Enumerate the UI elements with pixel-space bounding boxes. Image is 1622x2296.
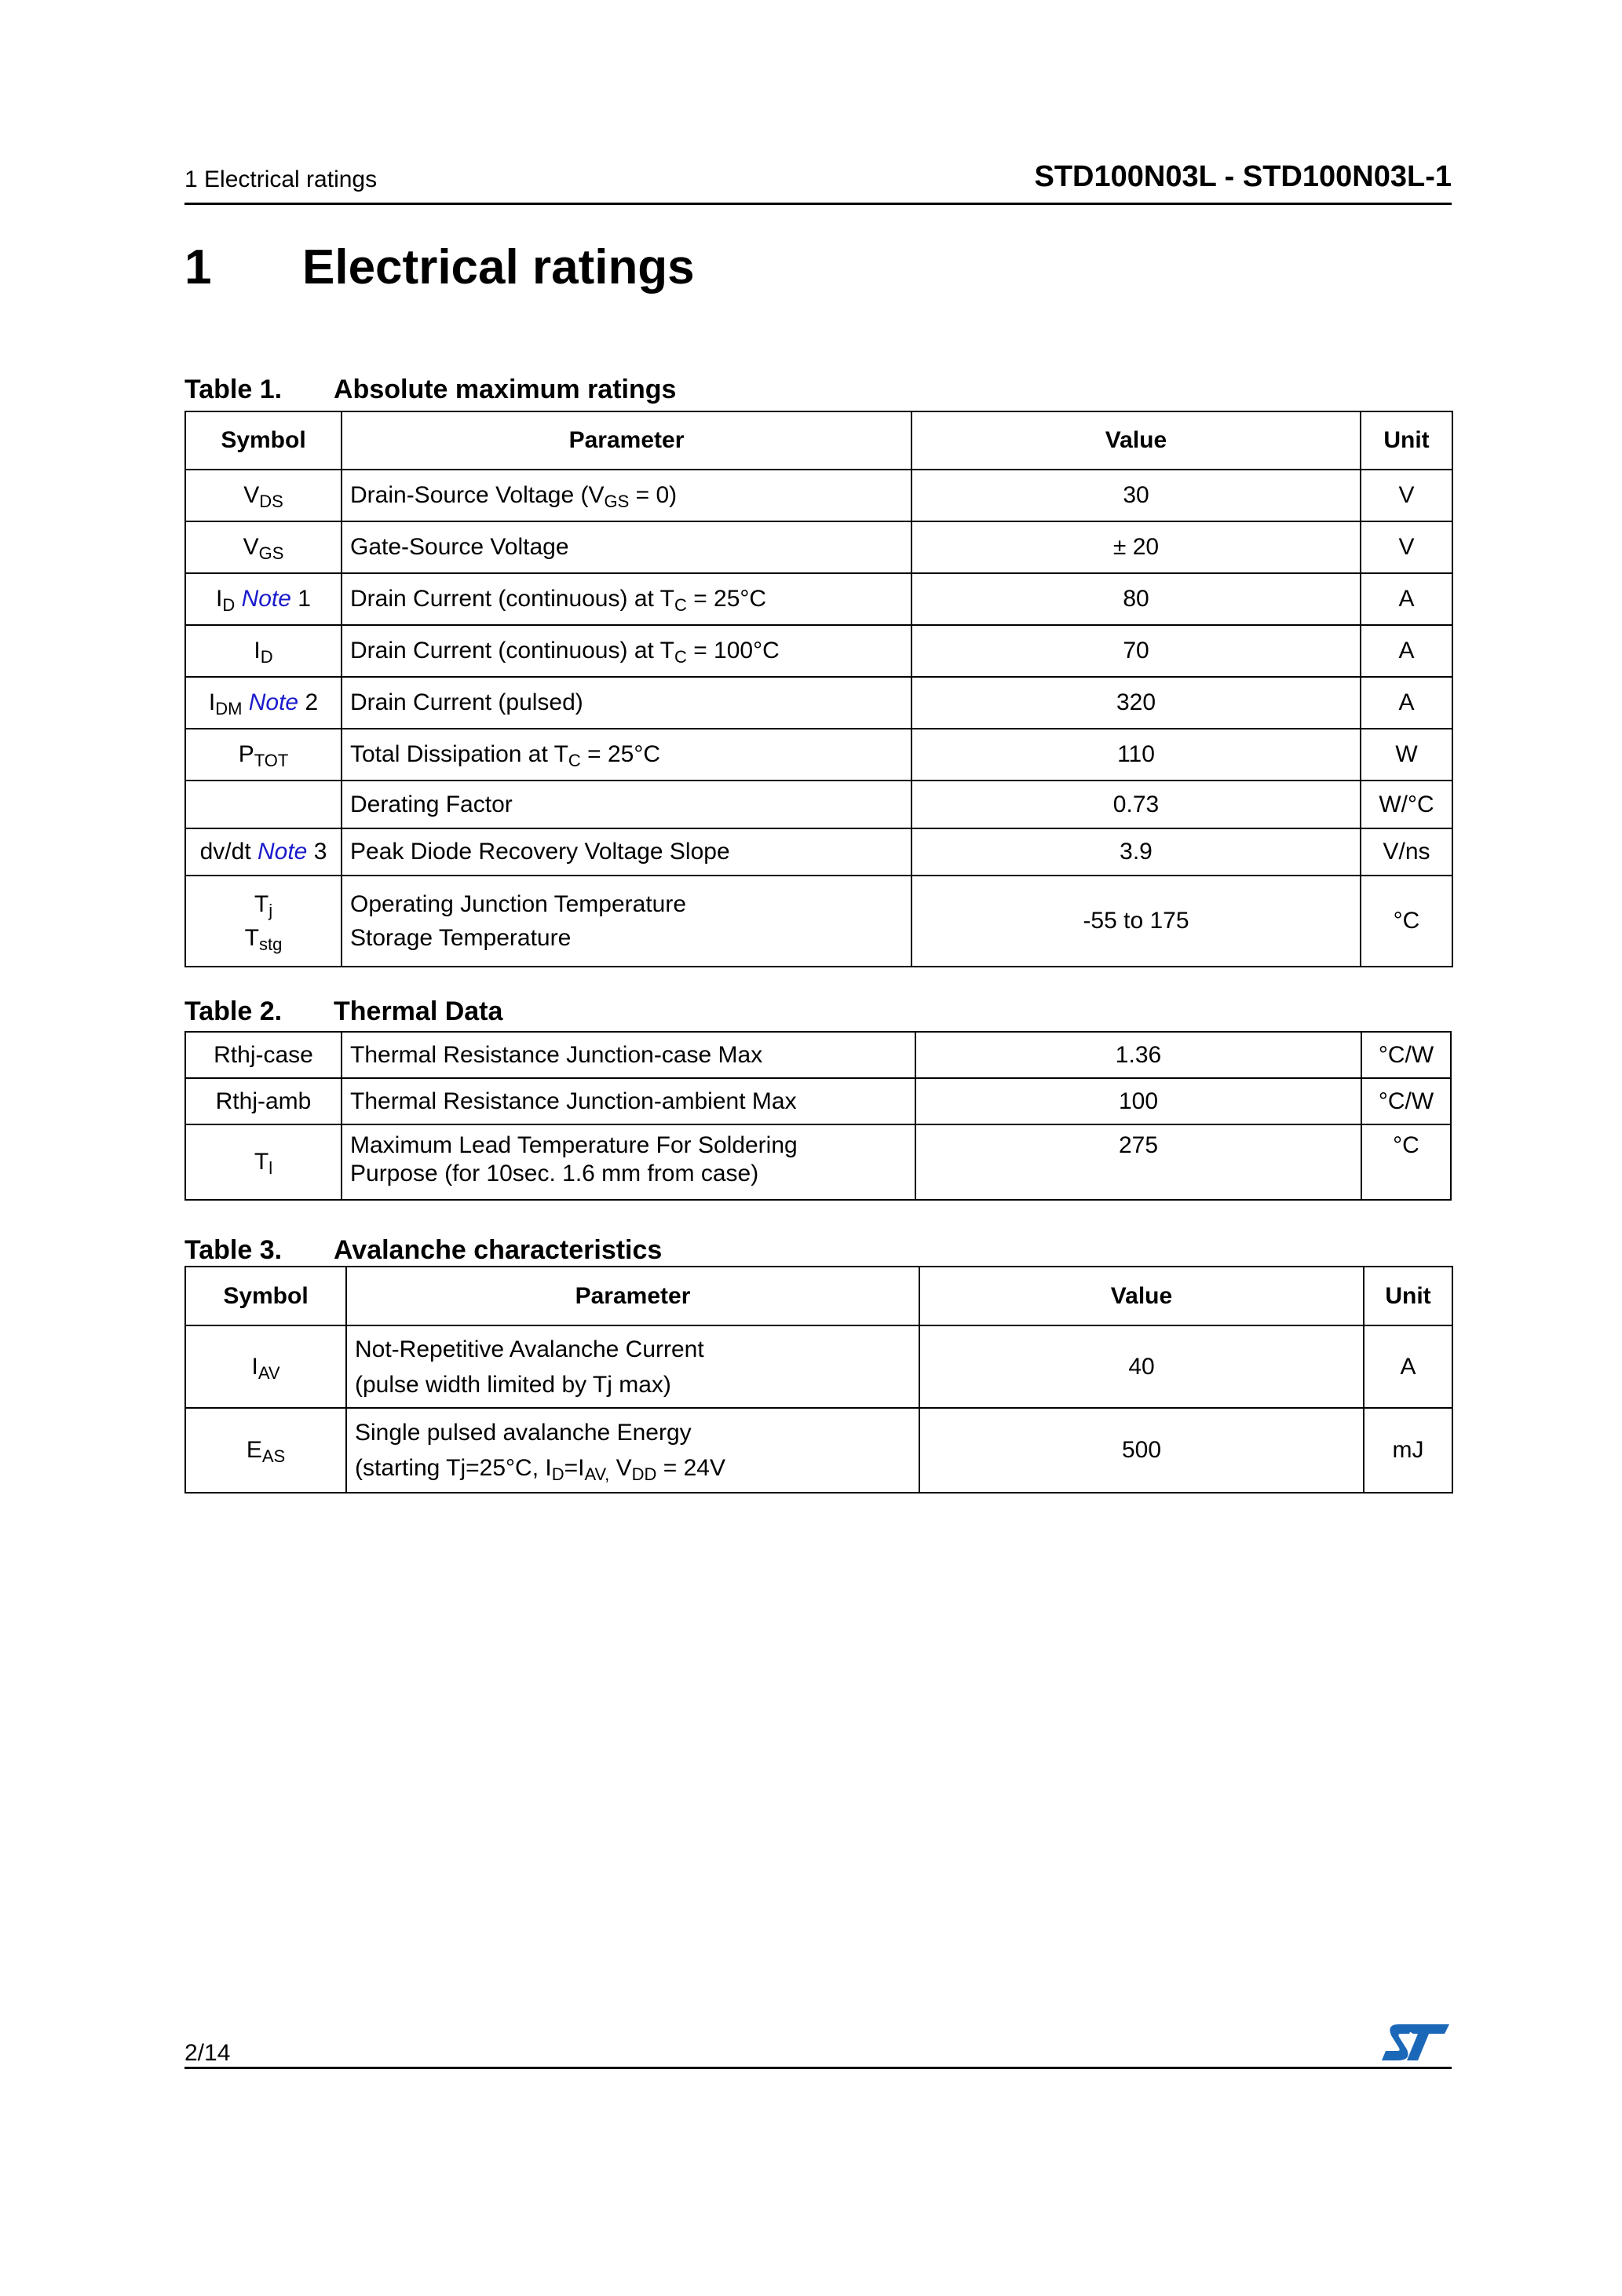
table-row — [185, 876, 1452, 967]
table-header-row — [185, 411, 1452, 470]
unit-cell: °C/W — [1361, 1032, 1451, 1078]
header-parameter: Parameter — [346, 1267, 919, 1325]
table2-title: Thermal Data — [334, 996, 503, 1026]
parameter-cell: Derating Factor — [342, 781, 911, 828]
symbol-cell: $I_{AV}$ — [185, 1325, 346, 1408]
parameter-cell: Drain Current (continuous) at $T_C = 100^\circ C$ — [342, 625, 911, 677]
unit-cell: A — [1361, 573, 1452, 625]
table-row — [185, 470, 1452, 521]
value-cell: 0.73 — [911, 781, 1361, 828]
value-cell: 500 — [919, 1408, 1364, 1493]
symbol-cell — [185, 781, 342, 828]
st-logo — [1382, 2023, 1449, 2062]
header-rule — [184, 203, 1452, 205]
table3-title: Avalanche characteristics — [334, 1235, 663, 1265]
table-row — [185, 1408, 1452, 1493]
header-unit: Unit — [1361, 411, 1452, 470]
value-cell: 1.36 — [915, 1032, 1361, 1078]
table3-caption — [184, 1235, 663, 1266]
table1-title: Absolute maximum ratings — [334, 375, 677, 404]
table-row — [185, 573, 1452, 625]
unit-cell: V/ns — [1361, 828, 1452, 876]
header-unit: Unit — [1364, 1267, 1452, 1325]
parameter-cell: Drain Current (pulsed) — [342, 677, 911, 729]
table-row — [185, 625, 1452, 677]
unit-cell: °C/W — [1361, 1078, 1451, 1124]
section-title: Electrical ratings — [302, 240, 695, 294]
unit-cell: A — [1364, 1325, 1452, 1408]
parameter-cell: Operating Junction Temperature Storage Temperature — [342, 876, 911, 967]
value-cell: 80 — [911, 573, 1361, 625]
symbol-cell: $V_{DS}$ — [185, 470, 342, 521]
symbol-cell: $I_{DM}$ Note 2 — [185, 677, 342, 729]
table1-label: Table 1. — [184, 375, 283, 404]
symbol-cell: $V_{GS}$ — [185, 521, 342, 573]
value-cell: 100 — [915, 1078, 1361, 1124]
table-row — [185, 1124, 1451, 1200]
parameter-cell: Not-Repetitive Avalanche Current (pulse width limited by Tj max) — [346, 1325, 919, 1408]
parameter-cell: Thermal Resistance Junction-ambient Max — [342, 1078, 915, 1124]
value-cell: -55 to 175 — [911, 876, 1361, 967]
header-value: Value — [911, 411, 1361, 470]
unit-cell: W — [1361, 729, 1452, 781]
value-cell: ± 20 — [911, 521, 1361, 573]
parameter-cell: Total Dissipation at $T_C = 25^\circ C$ — [342, 729, 911, 781]
symbol-cell: $T_l$ — [185, 1124, 342, 1200]
value-cell: 3.9 — [911, 828, 1361, 876]
value-cell: 110 — [911, 729, 1361, 781]
symbol-cell: $I_D$ Note 1 — [185, 573, 342, 625]
footer-rule — [184, 2067, 1452, 2069]
running-header-part-number: STD100N03L - STD100N03L-1 — [1034, 160, 1452, 193]
unit-cell: mJ — [1364, 1408, 1452, 1493]
symbol-cell: Rthj-amb — [185, 1078, 342, 1124]
symbol-cell: $I_D$ — [185, 625, 342, 677]
parameter-cell: Drain Current (continuous) at $T_C = 25^\circ C$ — [342, 573, 911, 625]
running-header-section: 1 Electrical ratings — [184, 166, 378, 192]
absolute-max-ratings-table — [184, 411, 1453, 967]
header-value: Value — [919, 1267, 1364, 1325]
unit-cell: A — [1361, 625, 1452, 677]
table3-label: Table 3. — [184, 1235, 283, 1265]
parameter-cell: Single pulsed avalanche Energy (starting Tj=25°C, $I_D=I_{AV,}$ $V_{DD} = 24V$ — [346, 1408, 919, 1493]
parameter-cell: Drain-Source Voltage $(V_{GS} = 0)$ — [342, 470, 911, 521]
symbol-cell: $E_{AS}$ — [185, 1408, 346, 1493]
thermal-data-table — [184, 1031, 1452, 1201]
note-link[interactable]: Note — [248, 689, 299, 715]
unit-cell: W/°C — [1361, 781, 1452, 828]
table-row — [185, 828, 1452, 876]
header-parameter: Parameter — [342, 411, 911, 470]
table2-caption — [184, 996, 503, 1027]
table-row — [185, 781, 1452, 828]
table-header-row — [185, 1267, 1452, 1325]
parameter-cell: Peak Diode Recovery Voltage Slope — [342, 828, 911, 876]
table-row — [185, 677, 1452, 729]
value-cell: 320 — [911, 677, 1361, 729]
header-symbol: Symbol — [185, 411, 342, 470]
table-row — [185, 1325, 1452, 1408]
unit-cell: °C — [1361, 1124, 1451, 1200]
unit-cell: A — [1361, 677, 1452, 729]
page-number: 2/14 — [184, 2040, 231, 2066]
header-symbol: Symbol — [185, 1267, 346, 1325]
section-number: 1 — [184, 240, 212, 294]
parameter-cell: Thermal Resistance Junction-case Max — [342, 1032, 915, 1078]
unit-cell: °C — [1361, 876, 1452, 967]
value-cell: 70 — [911, 625, 1361, 677]
symbol-cell: dv/dt Note 3 — [185, 828, 342, 876]
parameter-cell: Gate-Source Voltage — [342, 521, 911, 573]
note-link[interactable]: Note — [241, 586, 291, 612]
symbol-cell: $T_j$ $T_{stg}$ — [185, 876, 342, 967]
table1-caption — [184, 375, 677, 405]
table-row — [185, 1078, 1451, 1124]
note-link[interactable]: Note — [257, 839, 308, 865]
table-row — [185, 521, 1452, 573]
table-row — [185, 1032, 1451, 1078]
parameter-cell: Maximum Lead Temperature For Soldering Purpose (for 10sec. 1.6 mm from case) — [342, 1124, 915, 1200]
table2-label: Table 2. — [184, 996, 283, 1026]
avalanche-characteristics-table — [184, 1266, 1453, 1493]
value-cell: 40 — [919, 1325, 1364, 1408]
unit-cell: V — [1361, 470, 1452, 521]
value-cell: 275 — [915, 1124, 1361, 1200]
value-cell: 30 — [911, 470, 1361, 521]
unit-cell: V — [1361, 521, 1452, 573]
symbol-cell: Rthj-case — [185, 1032, 342, 1078]
table-row — [185, 729, 1452, 781]
symbol-cell: $P_{TOT}$ — [185, 729, 342, 781]
